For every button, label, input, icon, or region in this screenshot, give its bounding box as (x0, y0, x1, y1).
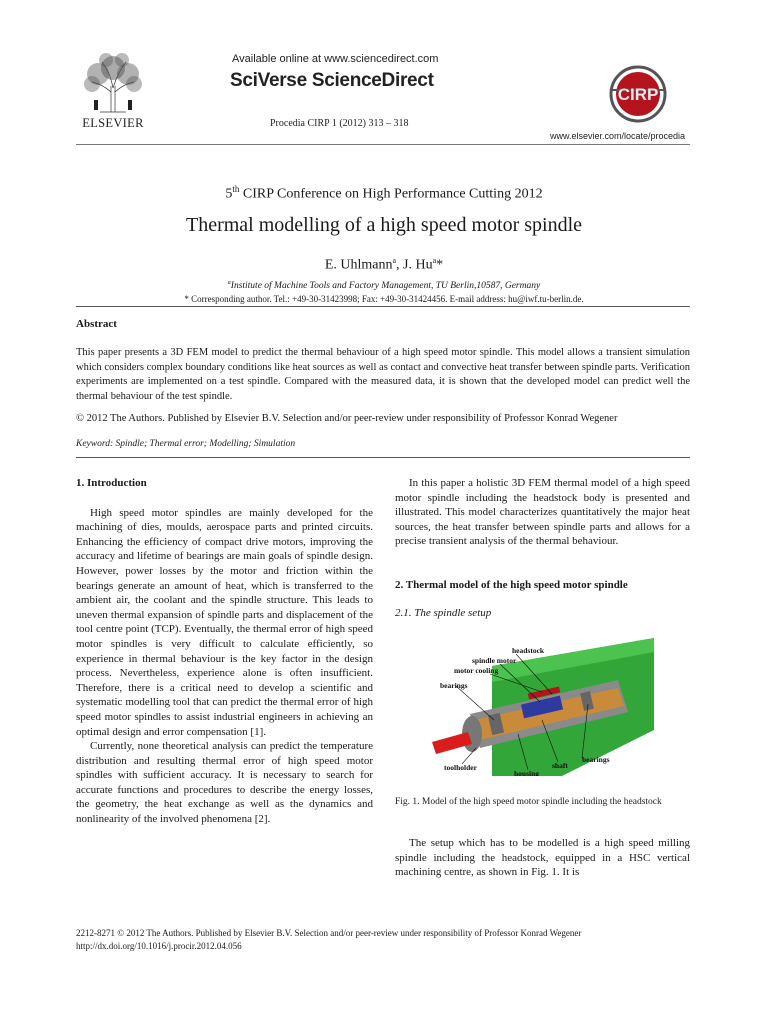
label-motor-cooling: motor cooling (454, 666, 499, 675)
intro-paragraph-2: Currently, none theoretical analysis can predict the temperature distribution and resulting thermal error of high speed motor spindles with sufficient accuracy. It is necessary to search for accurate functions and procedures to describe the energy losses, the geometry, the heat exchange as well as the dynamics and nonlinearity of the involved phenomena [2]. (76, 740, 373, 826)
title-divider (76, 306, 690, 307)
right-column-intro (395, 476, 690, 549)
author-affil-sup: a (392, 256, 397, 265)
cirp-logo-icon (606, 64, 670, 124)
conference-name (0, 184, 768, 203)
author-separator: , (396, 257, 404, 273)
author-uhlmann: E. Uhlmann (324, 257, 393, 273)
copyright-line: © 2012 The Authors. Published by Elsevier B.V. Selection and/or peer-review under responsibility of Professor Konrad Wegener (76, 413, 618, 424)
section-2-1-heading: 2.1. The spindle setup (395, 607, 492, 619)
cirp-logo (606, 64, 670, 124)
spindle-model-image (432, 638, 654, 776)
author-hu: J. Hu (403, 257, 433, 273)
section-1-heading: 1. Introduction (76, 477, 147, 489)
cirp-logo-text: CIRP (617, 85, 659, 104)
label-toolholder: toolholder (444, 763, 477, 772)
footer-doi[interactable]: http://dx.doi.org/10.1016/j.procir.2012.04.056 (76, 940, 242, 951)
setup-paragraph: The setup which has to be modelled is a high speed milling spindle including the headstock, equipped in a HSC vertical machining centre, as shown in Fig. 1. It is (395, 837, 690, 879)
corresponding-mark: * (436, 257, 444, 273)
abstract-heading: Abstract (76, 318, 117, 330)
conference-ordinal: 5 (225, 186, 233, 202)
left-column (76, 476, 373, 827)
affiliation (0, 280, 768, 291)
keywords: Keyword: Spindle; Thermal error; Modelling; Simulation (76, 439, 296, 449)
intro-paragraph-1: High speed motor spindles are mainly developed for the machining of dies, moulds, aerospace parts and printed circuits. Enhancing the efficiency of compact drive motors, improving the accuracy and lifetime of bearings are main goals of spindle design. However, power losses by the motor and friction within the bearings generate an amount of heat, which is transferred to the ambient air, the coolant and the spindle structure. This leads to uneven thermal expansion of spindle parts and displacement of the tool centre point (TCP). Eventually, the thermal error of high speed motor spindles is very difficult to calculate efficiently, so experience in thermal behaviour is the key factor in the design process. Nevertheless, experience alone is often insufficient. Therefore, there is a critical need to develop a scientific and systematic modelling tool that can predict the thermal error of high speed motor spindles to assist industrial engineers in achieving an optimal design and error compensation [1]. (76, 506, 373, 738)
header-divider (76, 144, 690, 145)
conference-ordinal-sup: th (232, 184, 240, 194)
label-spindle-motor: spindle motor (472, 656, 517, 665)
elsevier-url[interactable]: www.elsevier.com/locate/procedia (550, 131, 686, 141)
author-affil-sup: a (432, 256, 437, 265)
figure-caption: Fig. 1. Model of the high speed motor spindle including the headstock (395, 797, 662, 807)
label-bearings-top: bearings (440, 681, 468, 690)
elsevier-logo (76, 52, 150, 132)
paper-title: Thermal modelling of a high speed motor spindle (185, 214, 583, 236)
available-online-text: Available online at www.sciencedirect.com (232, 53, 439, 65)
spindle-model-figure (432, 638, 654, 776)
sciverse-sciencedirect-title: SciVerse ScienceDirect (230, 70, 434, 91)
label-headstock: headstock (512, 646, 545, 655)
footer (76, 927, 690, 952)
label-housing: housing (514, 769, 540, 776)
affiliation-text: Institute of Machine Tools and Factory Management, TU Berlin,10587, Germany (230, 281, 541, 292)
journal-reference: Procedia CIRP 1 (2012) 313 – 318 (270, 118, 409, 129)
authors (0, 256, 768, 274)
abstract-text: This paper presents a 3D FEM model to predict the thermal behaviour of a high speed motor spindle. This model allows a transient simulation which considers complex boundary conditions like heat sources as well as contact and convective heat transfer between spindle parts. Verification experiments are implemented on a test spindle. Compared with the measured data, it is shown that the developed model can predict well the thermal behaviour of the test spindle. (76, 347, 690, 402)
affiliation-sup: a (227, 280, 231, 286)
right-column-body (395, 836, 690, 880)
conference-title: CIRP Conference on High Performance Cutting 2012 (242, 186, 543, 202)
right-intro-paragraph: In this paper a holistic 3D FEM thermal model of a high speed motor spindle including the headstock body is presented and illustrated. This model characterizes quantitatively the major heat sources, the heat transfer between spindle parts and allows for a precise transient analysis of the thermal behaviour. (395, 477, 690, 548)
elsevier-wordmark: ELSEVIER (82, 116, 144, 130)
section-2-heading: 2. Thermal model of the high speed motor spindle (395, 579, 628, 591)
corresponding-author: * Corresponding author. Tel.: +49-30-31423998; Fax: +49-30-31424456. E-mail address: hu@iwf.tu-berlin.de. (184, 294, 584, 304)
label-bearings-bottom: bearings (582, 755, 610, 764)
toolholder-part (432, 732, 472, 754)
abstract-divider (76, 457, 690, 458)
footer-copyright: 2212-8271 © 2012 The Authors. Published by Elsevier B.V. Selection and/or peer-review under responsibility of Professor Konrad Wegener (76, 928, 582, 938)
label-shaft: shaft (552, 761, 568, 770)
elsevier-tree-icon (80, 52, 146, 114)
